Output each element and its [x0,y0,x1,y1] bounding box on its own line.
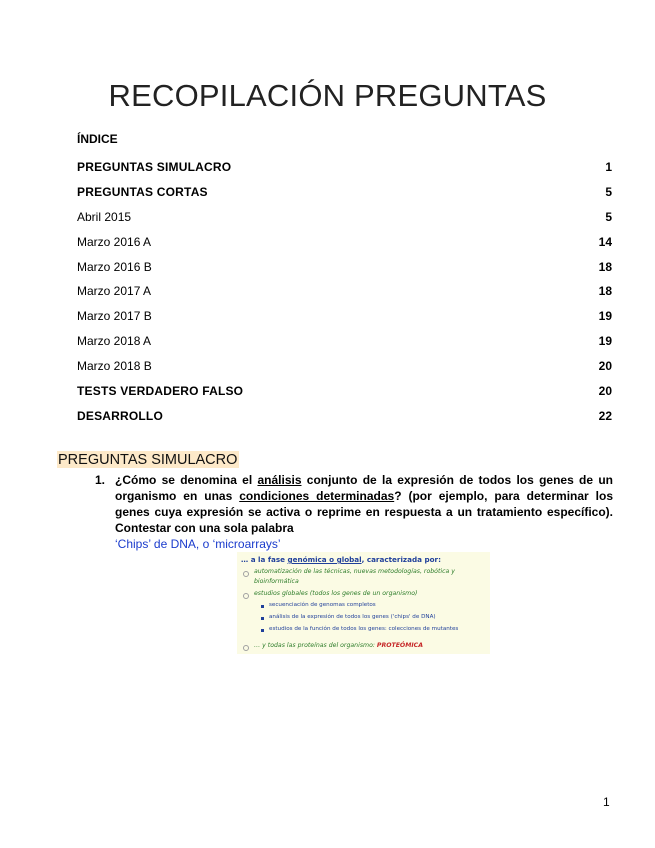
circle-bullet-icon [243,645,249,651]
circle-bullet-icon [243,571,249,577]
table-of-contents [77,160,612,434]
toc-entry-label: Marzo 2017 A [77,284,152,299]
toc-entry-page: 22 [598,408,612,423]
toc-entry-page: 18 [598,284,612,299]
toc-entry[interactable] [77,260,612,285]
square-bullet-icon [261,629,264,632]
question-underlined-term: análisis [257,473,302,487]
toc-entry-page: 19 [598,334,612,349]
question-underlined-term: condiciones determinadas [239,489,395,503]
question-1 [95,472,613,536]
circle-bullet-icon [243,593,249,599]
slide-heading-text: … a la fase [241,555,288,564]
answer-text: ‘Chips’ de DNA, o ‘microarrays’ [115,537,281,551]
slide-bullet-continuation: bioinformática [254,578,299,585]
slide-sub-bullet: secuenciación de genomas completos [269,602,376,608]
toc-entry-label: Marzo 2018 B [77,359,152,374]
question-text-part: ? (por ejemplo, para determinar los genes cuya expresión se activa o reprime en respuesta a un tratamiento específico). Contestar con una sola palabra [115,489,613,535]
slide-sub-bullet: análisis de la expresión de todos los genes ('chips' de DNA) [269,614,436,620]
toc-entry[interactable] [77,384,612,409]
toc-entry-label: PREGUNTAS CORTAS [77,184,208,199]
toc-entry-page: 1 [605,160,612,174]
toc-entry-label: Marzo 2017 B [77,309,152,324]
slide-bullet [254,642,423,649]
toc-entry-label: Abril 2015 [77,209,132,224]
slide-heading [241,555,441,564]
slide-heading-underlined: genómica o global [287,555,362,564]
slide-bullet: automatización de las técnicas, nuevas metodologías, robótica y [254,568,455,575]
toc-entry[interactable] [77,185,612,210]
toc-entry-page: 20 [598,359,612,374]
slide-image [237,552,490,654]
slide-bullet-text: … y todas las proteínas del organismo: [254,642,377,649]
toc-entry-label: Marzo 2016 B [77,259,152,274]
square-bullet-icon [261,605,264,608]
toc-entry-page: 20 [598,384,612,399]
document-title: RECOPILACIÓN PREGUNTAS [108,78,547,113]
toc-entry-page: 5 [605,184,612,199]
slide-heading-text: , caracterizada por: [361,555,441,564]
toc-entry-label: DESARROLLO [77,408,163,423]
question-text-part: ¿Cómo se denomina el [115,473,258,487]
toc-entry[interactable] [77,359,612,384]
toc-entry-label: Marzo 2018 A [77,334,152,349]
toc-entry-page: 5 [605,209,612,224]
toc-entry[interactable] [77,160,612,185]
toc-entry-label: TESTS VERDADERO FALSO [77,384,244,399]
slide-bullet: estudios globales (todos los genes de un organismo) [254,590,418,597]
toc-entry[interactable] [77,235,612,260]
section-heading: PREGUNTAS SIMULACRO [58,452,238,468]
toc-entry-label: PREGUNTAS SIMULACRO [77,160,232,174]
toc-entry-label: Marzo 2016 A [77,234,152,249]
question-number: 1. [95,473,106,487]
toc-entry[interactable] [77,334,612,359]
slide-highlight-term: PROTEÓMICA [376,642,423,649]
toc-entry-page: 18 [598,259,612,274]
toc-entry[interactable] [77,284,612,309]
toc-entry[interactable] [77,309,612,334]
toc-heading: ÍNDICE [77,132,118,146]
toc-entry[interactable] [77,409,612,434]
question-text [115,472,613,536]
square-bullet-icon [261,617,264,620]
slide-sub-bullet: estudios de la función de todos los genes: colecciones de mutantes [269,626,459,632]
question-text-part: conjunto de la expresión de todos los genes de un organismo en unas [115,473,613,503]
toc-entry-page: 19 [598,309,612,324]
toc-entry[interactable] [77,210,612,235]
page-number: 1 [603,795,610,809]
toc-entry-page: 14 [598,234,612,249]
